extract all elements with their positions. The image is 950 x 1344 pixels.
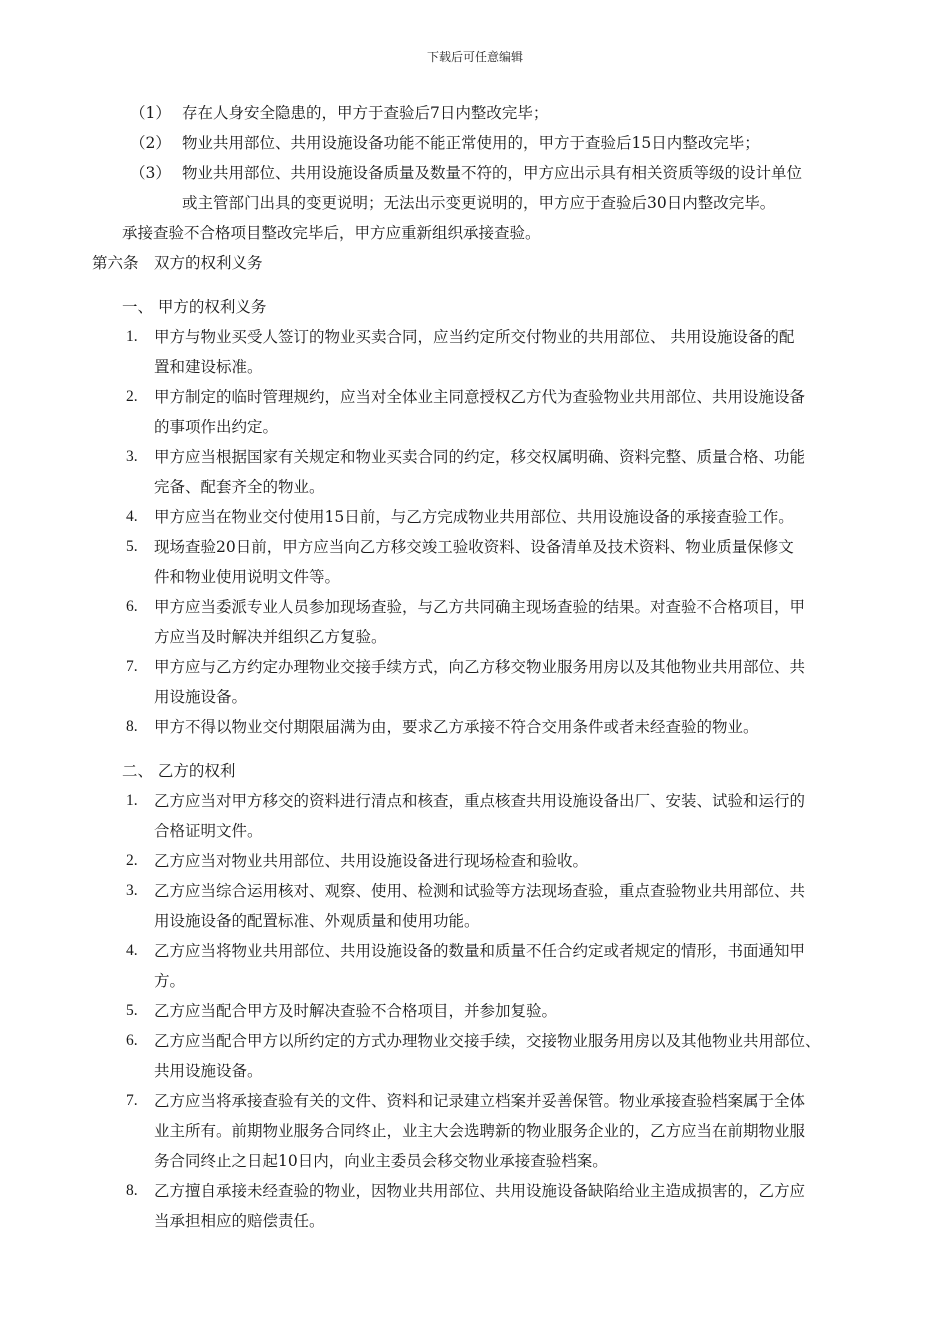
section1-list	[92, 322, 872, 742]
list-item	[92, 712, 872, 742]
item-number: 3.	[126, 448, 138, 465]
list-item	[92, 322, 872, 382]
list-item	[92, 846, 872, 876]
item-number: 5.	[126, 1002, 138, 1019]
item-text: 乙方应当配合甲方以所约定的方式办理物业交接手续，交接物业服务用房以及其他物业共用部位、	[154, 1032, 821, 1050]
item-number: 3.	[126, 882, 138, 899]
item-text-continuation: 方。	[154, 972, 186, 990]
list-item	[92, 996, 872, 1026]
section2-title: 二、 乙方的权利	[122, 762, 236, 780]
item-number: 4.	[126, 942, 138, 959]
item-number: 1.	[126, 328, 138, 345]
list-item	[92, 382, 872, 442]
item-text-continuation: 的事项作出约定。	[154, 418, 279, 436]
item-text: 物业共用部位、共用设施设备质量及数量不符的，甲方应出示具有相关资质等级的设计单位	[182, 164, 803, 182]
item-text: 甲方应当根据国家有关规定和物业买卖合同的约定，移交权属明确、资料完整、质量合格、功能	[154, 448, 806, 466]
item-text: 乙方应当对甲方移交的资料进行清点和核查，重点核查共用设施设备出厂、安装、试验和运行的	[154, 792, 806, 810]
article6-title: 第六条 双方的权利义务	[92, 254, 263, 272]
item-text: 甲方不得以物业交付期限届满为由，要求乙方承接不符合交用条件或者未经查验的物业。	[154, 718, 759, 736]
item-number: 2.	[126, 852, 138, 869]
item-number: 8.	[126, 718, 138, 735]
item-text: 物业共用部位、共用设施设备功能不能正常使用的，甲方于查验后15日内整改完毕；	[182, 134, 760, 152]
list-item	[92, 652, 872, 712]
list-item	[92, 786, 872, 846]
page-header: 下载后可任意编辑	[426, 50, 523, 64]
item-text: 现场查验20日前，甲方应当向乙方移交竣工验收资料、设备清单及技术资料、物业质量保修文	[154, 538, 794, 556]
section2-list	[92, 786, 872, 1236]
item-text: 甲方应当委派专业人员参加现场查验，与乙方共同确主现场查验的结果。对查验不合格项目，甲	[154, 598, 806, 616]
item-text: 乙方应当综合运用核对、观察、使用、检测和试验等方法现场查验，重点查验物业共用部位、共	[154, 882, 806, 900]
item-number: 2.	[126, 388, 138, 405]
list-item	[92, 158, 872, 218]
item-text: 乙方应当将承接查验有关的文件、资料和记录建立档案并妥善保管。物业承接查验档案属于全体	[154, 1092, 806, 1110]
item-text: 存在人身安全隐患的，甲方于查验后7日内整改完毕；	[182, 104, 549, 122]
list-item	[92, 1026, 872, 1086]
item-text: 甲方与物业买受人签订的物业买卖合同，应当约定所交付物业的共用部位、 共用设施设备的配	[154, 328, 795, 346]
item-text: 乙方应当配合甲方及时解决查验不合格项目，并参加复验。	[154, 1002, 558, 1020]
item-text-continuation: 合格证明文件。	[154, 822, 263, 840]
clause5-closing: 承接查验不合格项目整改完毕后，甲方应重新组织承接查验。	[122, 224, 541, 242]
item-number: （3）	[130, 164, 171, 182]
item-text: 甲方应与乙方约定办理物业交接手续方式，向乙方移交物业服务用房以及其他物业共用部位、共	[154, 658, 806, 676]
item-text-continuation: 用设施设备的配置标准、外观质量和使用功能。	[154, 912, 480, 930]
list-item	[92, 98, 872, 128]
clause5-list	[92, 98, 872, 218]
list-item	[92, 1176, 872, 1236]
list-item	[92, 502, 872, 532]
list-item	[92, 936, 872, 996]
item-text: 甲方应当在物业交付使用15日前，与乙方完成物业共用部位、共用设施设备的承接查验工作。	[154, 508, 794, 526]
list-item	[92, 442, 872, 502]
item-text-continuation: 当承担相应的赔偿责任。	[154, 1212, 325, 1230]
list-item	[92, 592, 872, 652]
list-item	[92, 876, 872, 936]
item-text: 乙方擅自承接未经查验的物业，因物业共用部位、共用设施设备缺陷给业主造成损害的，乙方应	[154, 1182, 806, 1200]
item-text-continuation: 置和建设标准。	[154, 358, 263, 376]
item-number: 7.	[126, 658, 138, 675]
item-number: 7.	[126, 1092, 138, 1109]
item-number: （1）	[130, 104, 171, 122]
item-text: 乙方应当将物业共用部位、共用设施设备的数量和质量不任合约定或者规定的情形，书面通知甲	[154, 942, 806, 960]
item-text-continuation: 用设施设备。	[154, 688, 248, 706]
item-text: 甲方制定的临时管理规约，应当对全体业主同意授权乙方代为查验物业共用部位、共用设施设备	[154, 388, 806, 406]
item-text-continuation: 或主管部门出具的变更说明；无法出示变更说明的，甲方应于查验后30日内整改完毕。	[182, 194, 776, 212]
item-number: 4.	[126, 508, 138, 525]
item-number: 6.	[126, 1032, 138, 1049]
item-number: （2）	[130, 134, 171, 152]
item-text-continuation: 件和物业使用说明文件等。	[154, 568, 341, 586]
item-number: 1.	[126, 792, 138, 809]
document-body	[92, 98, 872, 1236]
item-text: 乙方应当对物业共用部位、共用设施设备进行现场检查和验收。	[154, 852, 589, 870]
item-text-continuation: 务合同终止之日起10日内，向业主委员会移交物业承接查验档案。	[154, 1152, 608, 1170]
item-text-continuation: 完备、配套齐全的物业。	[154, 478, 325, 496]
item-number: 8.	[126, 1182, 138, 1199]
item-text-continuation: 业主所有。前期物业服务合同终止，业主大会选聘新的物业服务企业的，乙方应当在前期物业服	[154, 1122, 806, 1140]
list-item	[92, 1086, 872, 1176]
section1-title: 一、 甲方的权利义务	[122, 298, 267, 316]
item-number: 6.	[126, 598, 138, 615]
list-item	[92, 128, 872, 158]
item-text-continuation: 共用设施设备。	[154, 1062, 263, 1080]
item-number: 5.	[126, 538, 138, 555]
list-item	[92, 532, 872, 592]
item-text-continuation: 方应当及时解决并组织乙方复验。	[154, 628, 387, 646]
